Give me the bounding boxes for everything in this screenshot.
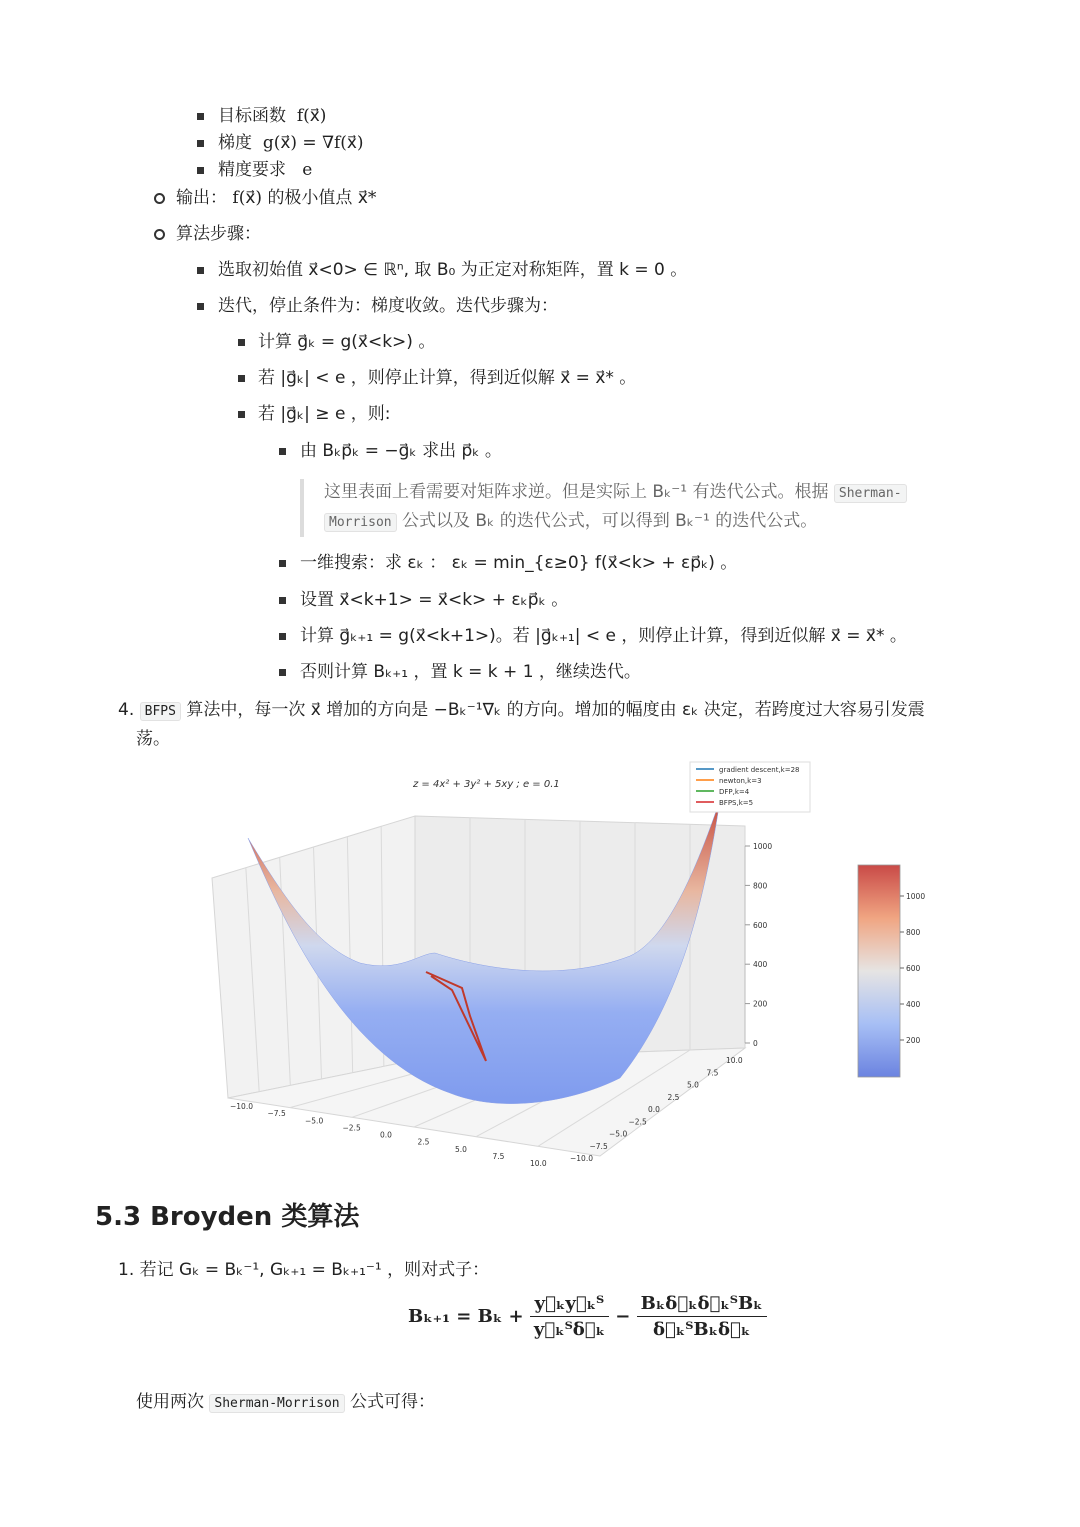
substep-2: 若 |g⃗ₖ| < e ，则停止计算，得到近似解 x⃗ = x⃗* 。 <box>258 368 637 388</box>
colorbar-tick-label: 400 <box>906 1000 921 1009</box>
x-tick-label: −10.0 <box>230 1102 253 1111</box>
z-tick-label: 200 <box>753 999 768 1009</box>
colorbar <box>858 865 900 1077</box>
bullet-square <box>197 140 204 147</box>
y-tick-label: 7.5 <box>706 1068 719 1078</box>
z-tick-label: 0 <box>753 1039 758 1048</box>
legend-entry: gradient descent,k=28 <box>719 766 800 774</box>
bullet-square <box>279 448 286 455</box>
blockquote-line-2: Morrison 公式以及 Bₖ 的迭代公式，可以得到 Bₖ⁻¹ 的迭代公式。 <box>324 509 817 535</box>
colorbar-tick-label: 600 <box>906 964 921 973</box>
code-sherman: Sherman- <box>834 484 907 503</box>
bullet-square <box>238 375 245 382</box>
blockquote-line-1: 这里表面上看需要对矩阵求逆。但是实际上 Bₖ⁻¹ 有迭代公式。根据 Sherman- <box>324 480 907 506</box>
z-tick-label: 600 <box>753 920 768 930</box>
bullet-square <box>197 113 204 120</box>
fraction-bdelta: $\frac{\text{Bₖδ⃗ₖδ⃗ₖᵀBₖ}}{\text{δ⃗ₖᵀBₖδ⃗ₖ}}$ <box>637 1293 767 1340</box>
legend-entry: DFP,k=4 <box>719 788 750 796</box>
code-sherman-morrison: Sherman-Morrison <box>209 1394 344 1413</box>
y-tick-label: −2.5 <box>628 1117 647 1127</box>
use-sherman-line: 使用两次 Sherman-Morrison 公式可得： <box>136 1392 436 1412</box>
code-morrison: Morrison <box>324 513 397 532</box>
bullet-square <box>279 633 286 640</box>
bullet-square <box>279 669 286 676</box>
input-item-gradient: 梯度 g(x⃗) = ∇f(x⃗) <box>218 133 364 153</box>
z-tick-label: 1000 <box>753 842 773 851</box>
input-item-objective: 目标函数 f(x⃗) <box>218 106 327 126</box>
y-tick-label: 0.0 <box>648 1105 660 1114</box>
fraction-yy: $\frac{\text{y⃗ₖy⃗ₖᵀ}}{\text{y⃗ₖᵀδ⃗ₖ}}$ <box>530 1293 609 1340</box>
step-2: 迭代，停止条件为：梯度收敛。迭代步骤为： <box>218 296 558 316</box>
bullet-square <box>279 597 286 604</box>
legend-entry: newton,k=3 <box>719 777 762 785</box>
output-line: 输出： f(x⃗) 的极小值点 x⃗* <box>176 188 377 208</box>
bullet-square <box>197 267 204 274</box>
bullet-square <box>238 411 245 418</box>
colorbar-tick-label: 200 <box>906 1036 921 1045</box>
z-tick-label: 800 <box>753 881 768 891</box>
y-tick-label: −7.5 <box>589 1141 608 1151</box>
item-4-line-1: 4. BFPS 算法中，每一次 x⃗ 增加的方向是 −Bₖ⁻¹∇ₖ 的方向。增加的幅度由 εₖ 决定，若跨度过大容易引发震 <box>118 700 925 720</box>
steps-label: 算法步骤： <box>176 224 261 244</box>
item-4-line-2: 荡。 <box>136 729 170 749</box>
deep-step-2: 一维搜索：求 εₖ ： εₖ = min_{ε≥0} f(x⃗<k> + εp⃗ₖ) 。 <box>300 553 738 573</box>
code-bfps: BFPS <box>140 702 181 721</box>
input-item-precision: 精度要求 e <box>218 160 313 180</box>
bullet-square <box>197 167 204 174</box>
x-tick-label: −2.5 <box>342 1123 361 1133</box>
y-tick-label: −5.0 <box>609 1129 628 1139</box>
x-tick-label: 2.5 <box>417 1137 430 1147</box>
substep-1: 计算 g⃗ₖ = g(x⃗<k>) 。 <box>258 332 436 352</box>
chart-title: z = 4x² + 3y² + 5xy ; e = 0.1 <box>413 779 560 790</box>
deep-step-3: 设置 x⃗<k+1> = x⃗<k> + εₖp⃗ₖ 。 <box>300 590 569 610</box>
x-tick-label: −7.5 <box>267 1109 286 1119</box>
section-title: 5.3 Broyden 类算法 <box>95 1202 360 1232</box>
substep-3: 若 |g⃗ₖ| ≥ e ，则: <box>258 404 391 424</box>
blockquote-bar <box>300 479 304 537</box>
y-tick-label: 5.0 <box>687 1080 699 1090</box>
legend-entry: BFPS,k=5 <box>719 799 754 807</box>
bullet-square <box>279 560 286 567</box>
bullet-square <box>238 339 245 346</box>
bullet-circle <box>154 229 165 240</box>
deep-step-1: 由 Bₖp⃗ₖ = −g⃗ₖ 求出 p⃗ₖ 。 <box>300 441 502 461</box>
bullet-square <box>197 303 204 310</box>
y-tick-label: −10.0 <box>570 1154 593 1163</box>
z-tick-label: 400 <box>753 960 768 970</box>
step-1: 选取初始值 x⃗<0> ∈ ℝⁿ, 取 B₀ 为正定对称矩阵，置 k = 0 。 <box>218 260 688 280</box>
section-item-1: 1. 若记 Gₖ = Bₖ⁻¹, Gₖ₊₁ = Bₖ₊₁⁻¹ ，则对式子： <box>118 1260 490 1280</box>
y-tick-label: 10.0 <box>726 1056 743 1065</box>
y-tick-label: 2.5 <box>667 1092 680 1102</box>
x-tick-label: 10.0 <box>530 1159 547 1168</box>
colorbar-tick-label: 800 <box>906 928 921 937</box>
display-equation: Bₖ₊₁ = Bₖ + $\frac{\text{y⃗ₖy⃗ₖᵀ}}{\text{y⃗ₖᵀδ⃗ₖ}}$ − $\frac{\text{Bₖδ⃗ₖδ⃗ₖᵀBₖ}}{\text{δ⃗ₖᵀBₖδ⃗ₖ}}$ <box>408 1293 767 1340</box>
x-tick-label: 0.0 <box>380 1130 392 1140</box>
x-tick-label: 5.0 <box>455 1144 467 1154</box>
bullet-circle <box>154 193 165 204</box>
colorbar-tick-label: 1000 <box>906 892 926 901</box>
deep-step-5: 否则计算 Bₖ₊₁ ，置 k = k + 1 ，继续迭代。 <box>300 662 641 682</box>
surface-plot <box>200 758 960 1178</box>
x-tick-label: −5.0 <box>305 1116 324 1126</box>
x-tick-label: 7.5 <box>492 1151 505 1161</box>
deep-step-4: 计算 g⃗ₖ₊₁ = g(x⃗<k+1>)。若 |g⃗ₖ₊₁| < e ，则停止计算，得到近似解 x⃗ = x⃗* 。 <box>300 626 907 646</box>
